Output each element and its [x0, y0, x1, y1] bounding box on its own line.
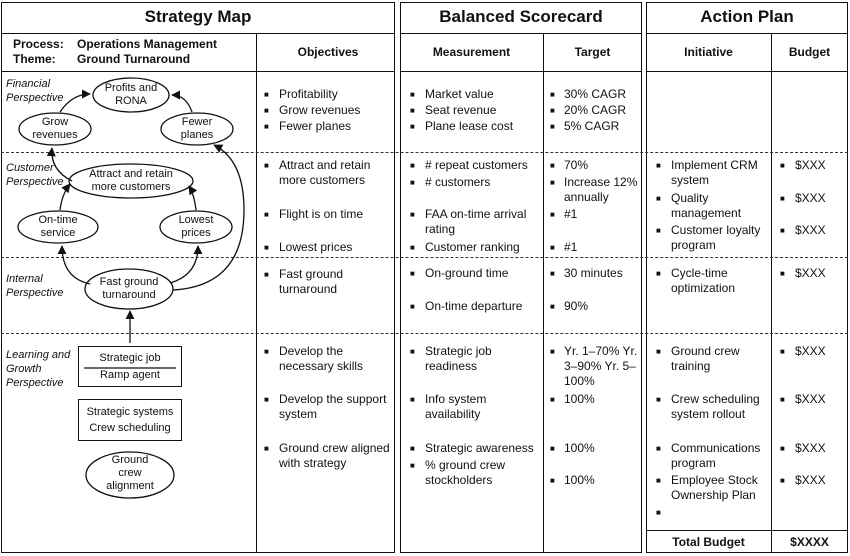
- bullet-icon: ■: [264, 270, 269, 279]
- measurement-item: Info system availability: [425, 392, 487, 421]
- measurement-item: Strategic awareness: [425, 441, 534, 455]
- bullet-icon: ■: [264, 122, 269, 131]
- measurement-item: Seat revenue: [425, 103, 497, 117]
- attract-node: Attract and retain more customers: [89, 168, 173, 193]
- target-item: 100%: [564, 392, 595, 406]
- bullet-icon: ■: [656, 508, 661, 517]
- bullet-icon: ■: [410, 122, 415, 131]
- objective-item: Fewer planes: [279, 119, 352, 133]
- bullet-icon: ■: [550, 106, 555, 115]
- bullet-icon: ■: [264, 395, 269, 404]
- bullet-icon: ■: [550, 395, 555, 404]
- target-header: Target: [574, 45, 611, 59]
- process-label: Process:: [13, 37, 64, 51]
- column-divider: [771, 33, 772, 553]
- budget-header: Budget: [788, 45, 831, 59]
- bullet-icon: ■: [550, 210, 555, 219]
- title-divider: [400, 33, 642, 34]
- lowest-node: Lowest prices: [178, 214, 214, 239]
- bullet-icon: ■: [410, 302, 415, 311]
- bullet-icon: ■: [780, 395, 785, 404]
- bullet-icon: ■: [410, 161, 415, 170]
- bullet-icon: ■: [410, 269, 415, 278]
- objectives-header: Objectives: [297, 45, 359, 59]
- header-divider: [646, 71, 848, 72]
- measurement-item: FAA on-time arrival rating: [425, 207, 527, 236]
- balanced-scorecard-title: Balanced Scorecard: [439, 7, 603, 26]
- initiative-item: Ground crew training: [671, 344, 740, 373]
- initiative-item: Quality management: [671, 191, 742, 220]
- bullet-icon: ■: [264, 210, 269, 219]
- bullet-icon: ■: [780, 269, 785, 278]
- bullet-icon: ■: [656, 347, 661, 356]
- bullet-icon: ■: [550, 90, 555, 99]
- bullet-icon: ■: [550, 178, 555, 187]
- objective-item: Profitability: [279, 87, 338, 101]
- bullet-icon: ■: [550, 476, 555, 485]
- bullet-icon: ■: [656, 269, 661, 278]
- bullet-icon: ■: [550, 347, 555, 356]
- bullet-icon: ■: [550, 161, 555, 170]
- budget-item: $XXX: [795, 441, 826, 455]
- bullet-icon: ■: [410, 90, 415, 99]
- fewer-node: Fewer planes: [180, 116, 214, 141]
- budget-item: $XXX: [795, 158, 826, 172]
- objective-item: Grow revenues: [279, 103, 361, 117]
- title-divider: [646, 33, 848, 34]
- objective-item: Flight is on time: [279, 207, 364, 221]
- bullet-icon: ■: [656, 226, 661, 235]
- measurement-item: Strategic job readiness: [425, 344, 492, 373]
- bullet-icon: ■: [550, 302, 555, 311]
- bullet-icon: ■: [264, 243, 269, 252]
- bullet-icon: ■: [410, 106, 415, 115]
- measurement-item: Plane lease cost: [425, 119, 514, 133]
- budget-item: $XXX: [795, 344, 826, 358]
- learning-growth-perspective-label: Learning and Growth Perspective: [6, 349, 71, 389]
- bullet-icon: ■: [410, 461, 415, 470]
- objective-item: Develop the support system: [279, 392, 387, 421]
- process-value: Operations Management: [77, 37, 218, 51]
- target-item: 100%: [564, 441, 595, 455]
- grow-node: Grow revenues: [32, 116, 78, 141]
- internal-perspective-label: Internal Perspective: [6, 273, 64, 299]
- bullet-icon: ■: [264, 444, 269, 453]
- target-item: Yr. 1–70% Yr. 3–90% Yr. 5–100%: [564, 344, 638, 388]
- bullet-icon: ■: [780, 347, 785, 356]
- objective-item: Develop the necessary skills: [279, 344, 364, 373]
- bullet-icon: ■: [780, 161, 785, 170]
- bullet-icon: ■: [656, 444, 661, 453]
- objective-item: Lowest prices: [279, 240, 353, 254]
- initiative-item: Implement CRM system: [671, 158, 758, 187]
- target-item: 30% CAGR: [564, 87, 627, 101]
- initiative-item: Communications program: [671, 441, 761, 470]
- target-item: 70%: [564, 158, 589, 172]
- target-item: #1: [564, 207, 578, 221]
- bullet-icon: ■: [410, 347, 415, 356]
- bullet-icon: ■: [410, 210, 415, 219]
- bullet-icon: ■: [550, 269, 555, 278]
- fast-node: Fast ground turnaround: [99, 276, 159, 301]
- header-divider: [400, 71, 642, 72]
- profits-node: Profits and RONA: [104, 82, 158, 107]
- measurement-item: Market value: [425, 87, 494, 101]
- bullet-icon: ■: [656, 161, 661, 170]
- target-item: 90%: [564, 299, 589, 313]
- objective-item: Attract and retain more customers: [279, 158, 371, 187]
- bullet-icon: ■: [780, 226, 785, 235]
- strategy-map-title: Strategy Map: [144, 7, 252, 26]
- initiative-item: Customer loyalty program: [671, 223, 761, 252]
- target-item: 100%: [564, 473, 595, 487]
- bullet-icon: ■: [780, 194, 785, 203]
- bullet-icon: ■: [410, 395, 415, 404]
- bullet-icon: ■: [550, 444, 555, 453]
- target-item: #1: [564, 240, 578, 254]
- measurement-item: # repeat customers: [425, 158, 528, 172]
- arrow-fast-to-lowest: [170, 246, 198, 283]
- column-divider: [256, 33, 257, 553]
- measurement-item: On-time departure: [425, 299, 523, 313]
- measurement-item: On-ground time: [425, 266, 509, 280]
- total-budget-value: $XXXX: [790, 535, 829, 549]
- budget-item: $XXX: [795, 191, 826, 205]
- measurement-item: # customers: [425, 175, 491, 189]
- initiative-item: Crew scheduling system rollout: [671, 392, 760, 421]
- crew-alignment-node: Ground crew alignment: [106, 454, 154, 492]
- measurement-header: Measurement: [432, 45, 511, 59]
- bullet-icon: ■: [264, 161, 269, 170]
- bullet-icon: ■: [656, 476, 661, 485]
- target-item: 5% CAGR: [564, 119, 620, 133]
- measurement-item: % ground crew stockholders: [425, 458, 506, 487]
- objective-item: Ground crew aligned with strategy: [279, 441, 390, 470]
- bullet-icon: ■: [656, 395, 661, 404]
- initiative-header: Initiative: [684, 45, 733, 59]
- financial-perspective-label: Financial Perspective: [6, 78, 64, 104]
- action-plan-title: Action Plan: [700, 7, 794, 26]
- bullet-icon: ■: [410, 243, 415, 252]
- target-item: Increase 12% annually: [564, 175, 638, 204]
- budget-item: $XXX: [795, 392, 826, 406]
- bullet-icon: ■: [550, 122, 555, 131]
- customer-perspective-label: Customer Perspective: [6, 162, 64, 188]
- initiative-item: Cycle-time optimization: [671, 266, 736, 295]
- strategic-job-box: Strategic job Ramp agent: [78, 346, 182, 387]
- total-budget-label: Total Budget: [672, 535, 745, 549]
- objective-item: Fast ground turnaround: [279, 267, 344, 296]
- target-item: 20% CAGR: [564, 103, 627, 117]
- bullet-icon: ■: [410, 444, 415, 453]
- bullet-icon: ■: [780, 444, 785, 453]
- bullet-icon: ■: [264, 90, 269, 99]
- bullet-icon: ■: [264, 347, 269, 356]
- bullet-icon: ■: [264, 106, 269, 115]
- budget-item: $XXX: [795, 266, 826, 280]
- bullet-icon: ■: [780, 476, 785, 485]
- initiative-item: Employee Stock Ownership Plan: [671, 473, 758, 502]
- theme-label: Theme:: [13, 52, 56, 66]
- column-divider: [543, 33, 544, 553]
- arrow-grow-to-profits: [60, 94, 90, 112]
- bullet-icon: ■: [410, 178, 415, 187]
- bullet-icon: ■: [656, 194, 661, 203]
- bullet-icon: ■: [550, 243, 555, 252]
- ontime-node: On-time service: [38, 214, 78, 239]
- theme-value: Ground Turnaround: [77, 52, 191, 66]
- target-item: 30 minutes: [564, 266, 623, 280]
- budget-item: $XXX: [795, 223, 826, 237]
- strategic-systems-box: Strategic systems Crew scheduling: [78, 399, 182, 441]
- arrow-fewer-to-profits: [172, 95, 192, 112]
- total-divider: [646, 530, 848, 531]
- measurement-item: Customer ranking: [425, 240, 520, 254]
- budget-item: $XXX: [795, 473, 826, 487]
